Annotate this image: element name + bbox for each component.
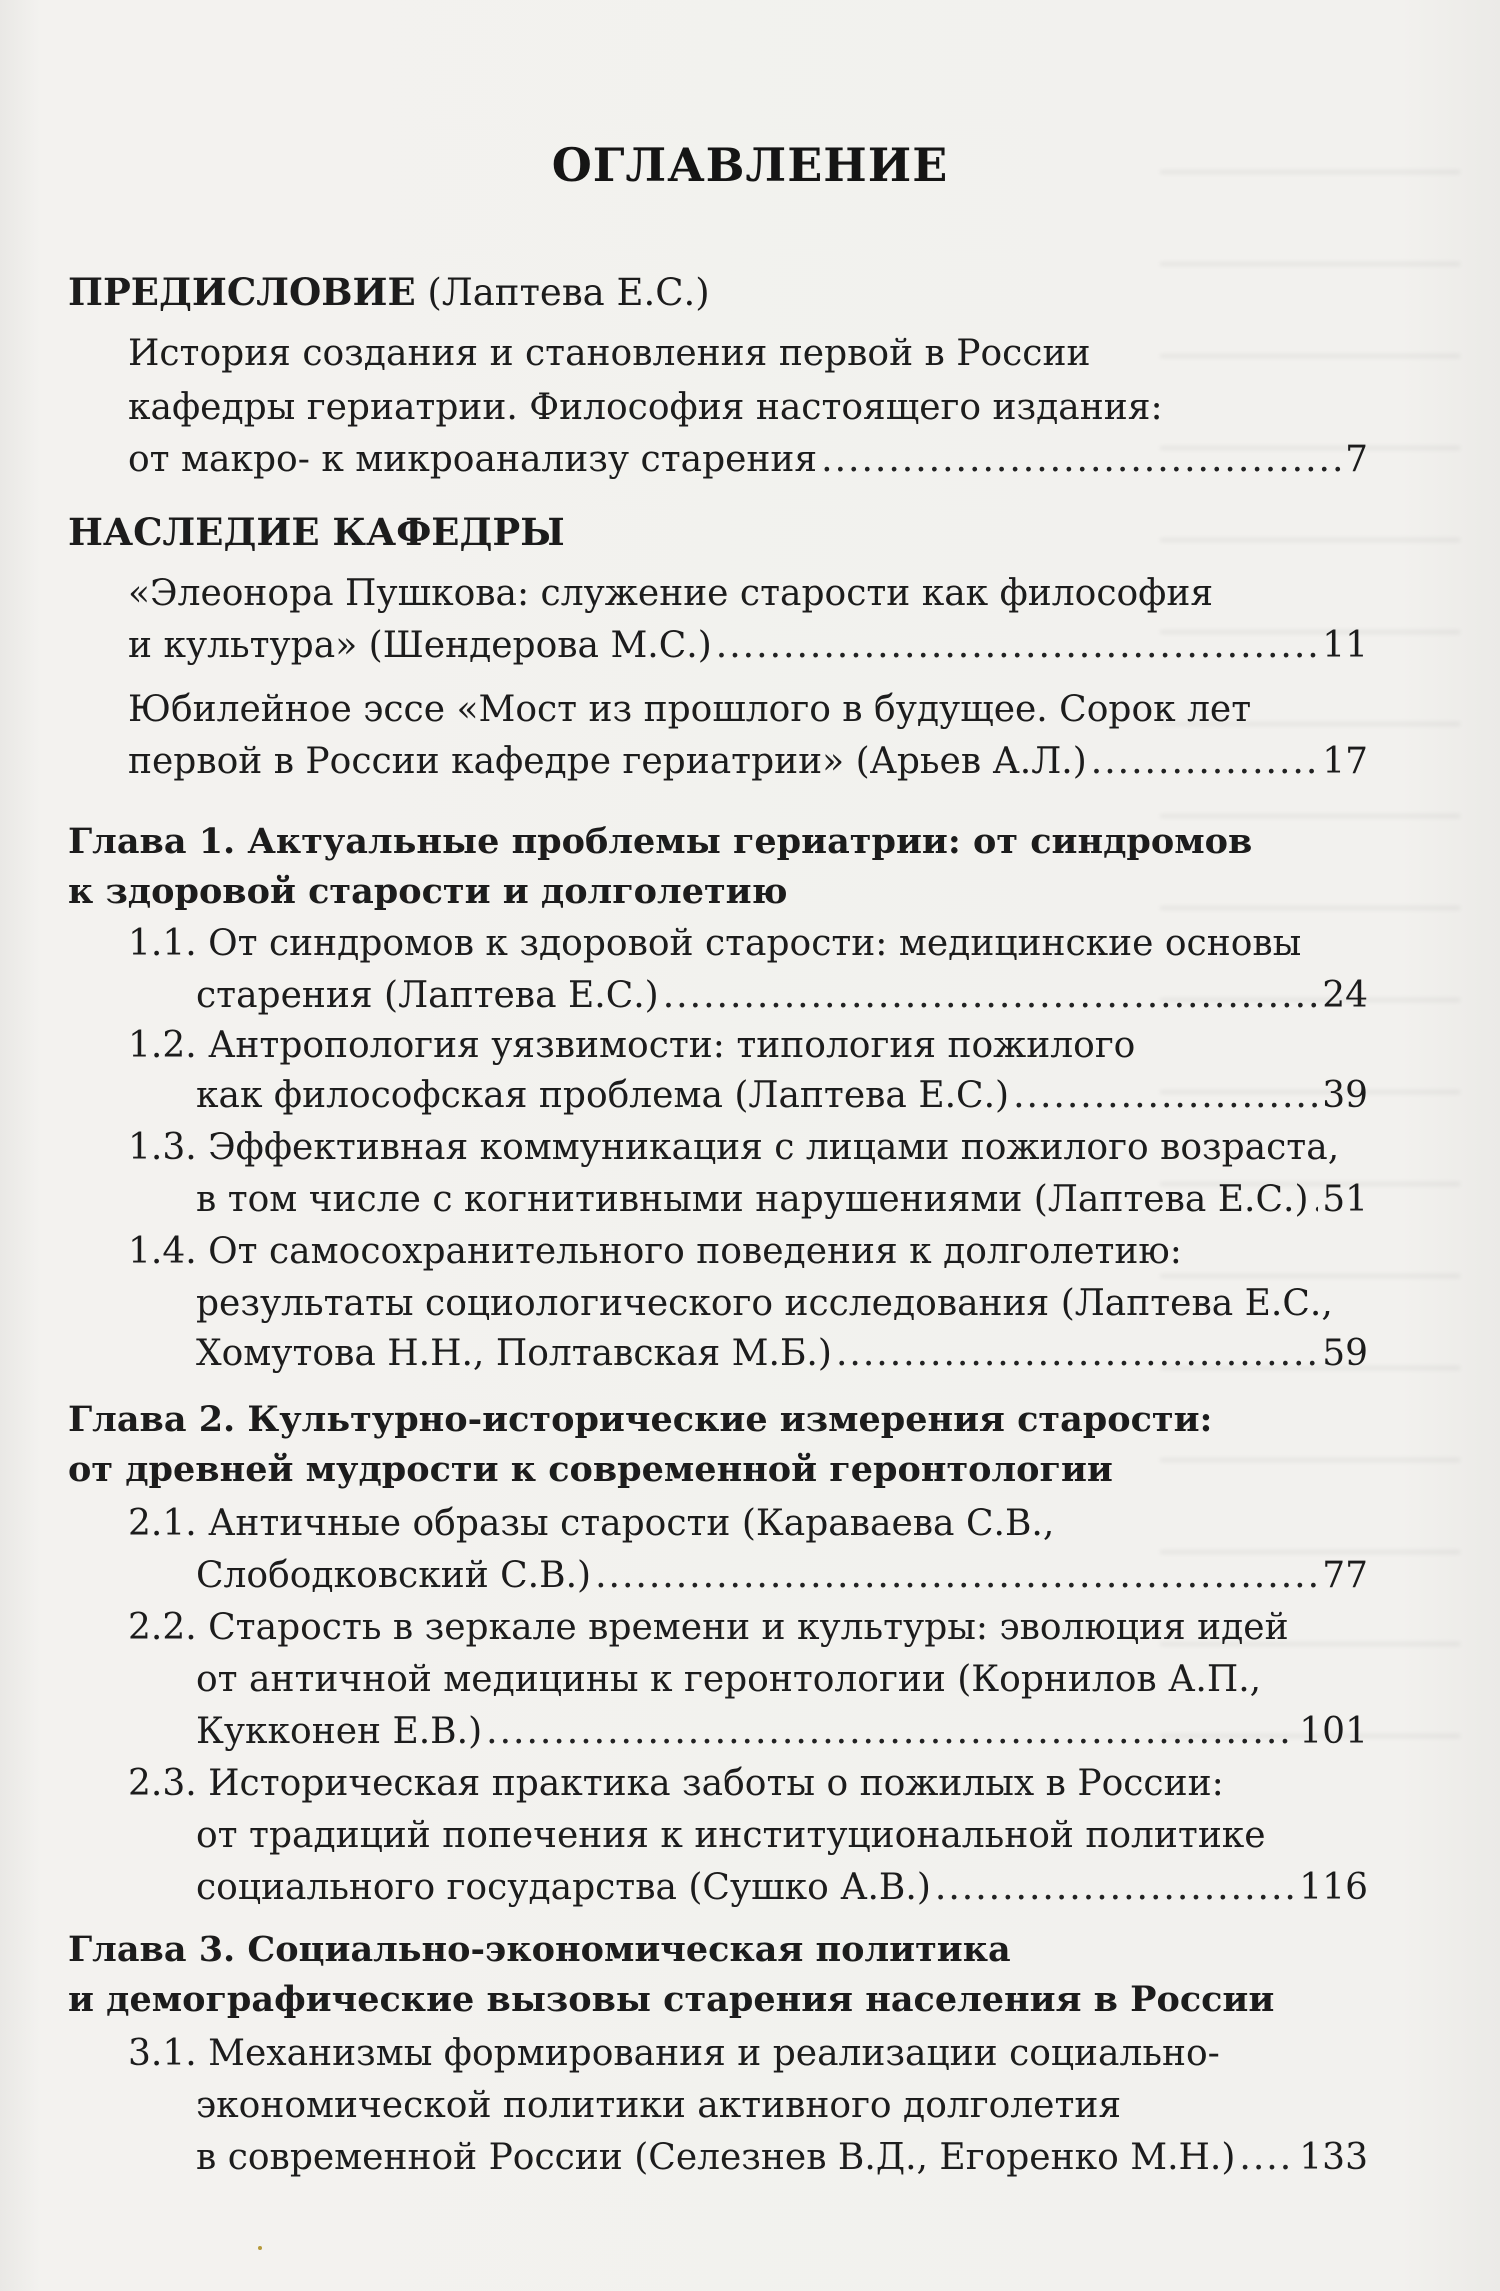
paper-speck: [258, 2246, 262, 2250]
toc-entry-1-1[interactable]: [196, 972, 1368, 1020]
dot-leader: [486, 1708, 1295, 1756]
chapter-2-title-line-2: от древней мудрости к современной геронтологии: [68, 1449, 1113, 1490]
chapter-3-title-line-2: и демографические вызовы старения населения в России: [68, 1979, 1275, 2020]
dot-leader: [821, 436, 1341, 484]
toc-entry-text: и культура» (Шендерова М.С.): [128, 625, 712, 666]
toc-entry-preface[interactable]: [128, 436, 1368, 484]
dot-leader: [1313, 1176, 1319, 1224]
toc-entry-text: Кукконен Е.В.): [196, 1711, 483, 1752]
toc-entry-text: от макро- к микроанализу старения: [128, 439, 818, 480]
toc-entry-text: как философская проблема (Лаптева Е.С.): [196, 1075, 1010, 1116]
toc-entry-text: в том числе с когнитивными нарушениями (Лаптева Е.С.): [196, 1179, 1309, 1220]
ch2-item-2-line-2: от античной медицины к геронтологии (Корнилов А.П.,: [196, 1659, 1262, 1700]
dot-leader: [1091, 738, 1318, 786]
page-number: 51: [1322, 1179, 1368, 1220]
toc-entry-legacy-2[interactable]: [128, 738, 1368, 786]
toc-entry-legacy-1[interactable]: [128, 622, 1368, 670]
legacy-item-2-line-1: Юбилейное эссе «Мост из прошлого в будущее. Сорок лет: [128, 689, 1252, 730]
ch1-item-1-line-1: 1.1. От синдромов к здоровой старости: медицинские основы: [128, 923, 1302, 964]
toc-entry-3-1[interactable]: [196, 2134, 1368, 2182]
chapter-3-title-line-1: Глава 3. Социально-экономическая политика: [68, 1929, 1011, 1970]
dot-leader: [595, 1552, 1318, 1600]
legacy-item-1-line-1: «Элеонора Пушкова: служение старости как философия: [128, 573, 1214, 614]
toc-entry-text: Слободковский С.В.): [196, 1555, 592, 1596]
toc-entry-1-3[interactable]: [196, 1176, 1368, 1224]
page-number: 17: [1322, 741, 1368, 782]
toc-entry-text: в современной России (Селезнев В.Д., Егоренко М.Н.): [196, 2137, 1236, 2178]
dot-leader: [1239, 2134, 1295, 2182]
ch1-item-3-line-1: 1.3. Эффективная коммуникация с лицами пожилого возраста,: [128, 1127, 1340, 1168]
ch2-item-1-line-1: 2.1. Античные образы старости (Караваева С.В.,: [128, 1503, 1055, 1544]
page-number: 77: [1322, 1555, 1368, 1596]
toc-entry-2-2[interactable]: [196, 1708, 1368, 1756]
chapter-1-title-line-1: Глава 1. Актуальные проблемы гериатрии: от синдромов: [68, 821, 1253, 862]
ch1-item-4-line-2: результаты социологического исследования (Лаптева Е.С.,: [196, 1283, 1333, 1324]
page-number: 133: [1299, 2137, 1368, 2178]
ch1-item-2-line-1: 1.2. Антропология уязвимости: типология пожилого: [128, 1025, 1136, 1066]
ch2-item-3-line-2: от традиций попечения к институциональной политике: [196, 1815, 1266, 1856]
toc-entry-text: старения (Лаптева Е.С.): [196, 975, 659, 1016]
toc-entry-text: социального государства (Сушко А.В.): [196, 1867, 931, 1908]
preface-line-2: кафедры гериатрии. Философия настоящего издания:: [128, 387, 1163, 428]
dot-leader: [716, 622, 1318, 670]
dot-leader: [663, 972, 1318, 1020]
chapter-2-title-line-1: Глава 2. Культурно-исторические измерения старости:: [68, 1399, 1213, 1440]
page-number: 101: [1299, 1711, 1368, 1752]
toc-entry-1-2[interactable]: [196, 1072, 1368, 1120]
dot-leader: [935, 1864, 1295, 1912]
toc-entry-1-4[interactable]: [196, 1330, 1368, 1378]
dot-leader: [1013, 1072, 1318, 1120]
page-number: 39: [1322, 1075, 1368, 1116]
page-number: 24: [1322, 975, 1368, 1016]
page-number: 116: [1299, 1867, 1368, 1908]
preface-heading: [68, 268, 710, 317]
page-number: 7: [1345, 439, 1368, 480]
preface-heading-text: ПРЕДИСЛОВИЕ: [68, 270, 416, 314]
section-heading-legacy: НАСЛЕДИЕ КАФЕДРЫ: [68, 510, 565, 554]
page-title: ОГЛАВЛЕНИЕ: [551, 138, 949, 192]
ch2-item-2-line-1: 2.2. Старость в зеркале времени и культуры: эволюция идей: [128, 1607, 1289, 1648]
toc-entry-2-3[interactable]: [196, 1864, 1368, 1912]
ch3-item-1-line-2: экономической политики активного долголетия: [196, 2085, 1122, 2126]
ch3-item-1-line-1: 3.1. Механизмы формирования и реализации социально-: [128, 2033, 1220, 2074]
dot-leader: [836, 1330, 1318, 1378]
ch2-item-3-line-1: 2.3. Историческая практика заботы о пожилых в России:: [128, 1763, 1224, 1804]
page-number: 59: [1322, 1333, 1368, 1374]
toc-entry-text: первой в России кафедре гериатрии» (Арьев А.Л.): [128, 741, 1087, 782]
chapter-1-title-line-2: к здоровой старости и долголетию: [68, 871, 788, 912]
toc-entry-text: Хомутова Н.Н., Полтавская М.Б.): [196, 1333, 832, 1374]
preface-line-1: История создания и становления первой в России: [128, 333, 1091, 374]
page-number: 11: [1322, 625, 1368, 666]
ch1-item-4-line-1: 1.4. От самосохранительного поведения к долголетию:: [128, 1231, 1182, 1272]
preface-author: (Лаптева Е.С.): [415, 271, 710, 314]
toc-entry-2-1[interactable]: [196, 1552, 1368, 1600]
